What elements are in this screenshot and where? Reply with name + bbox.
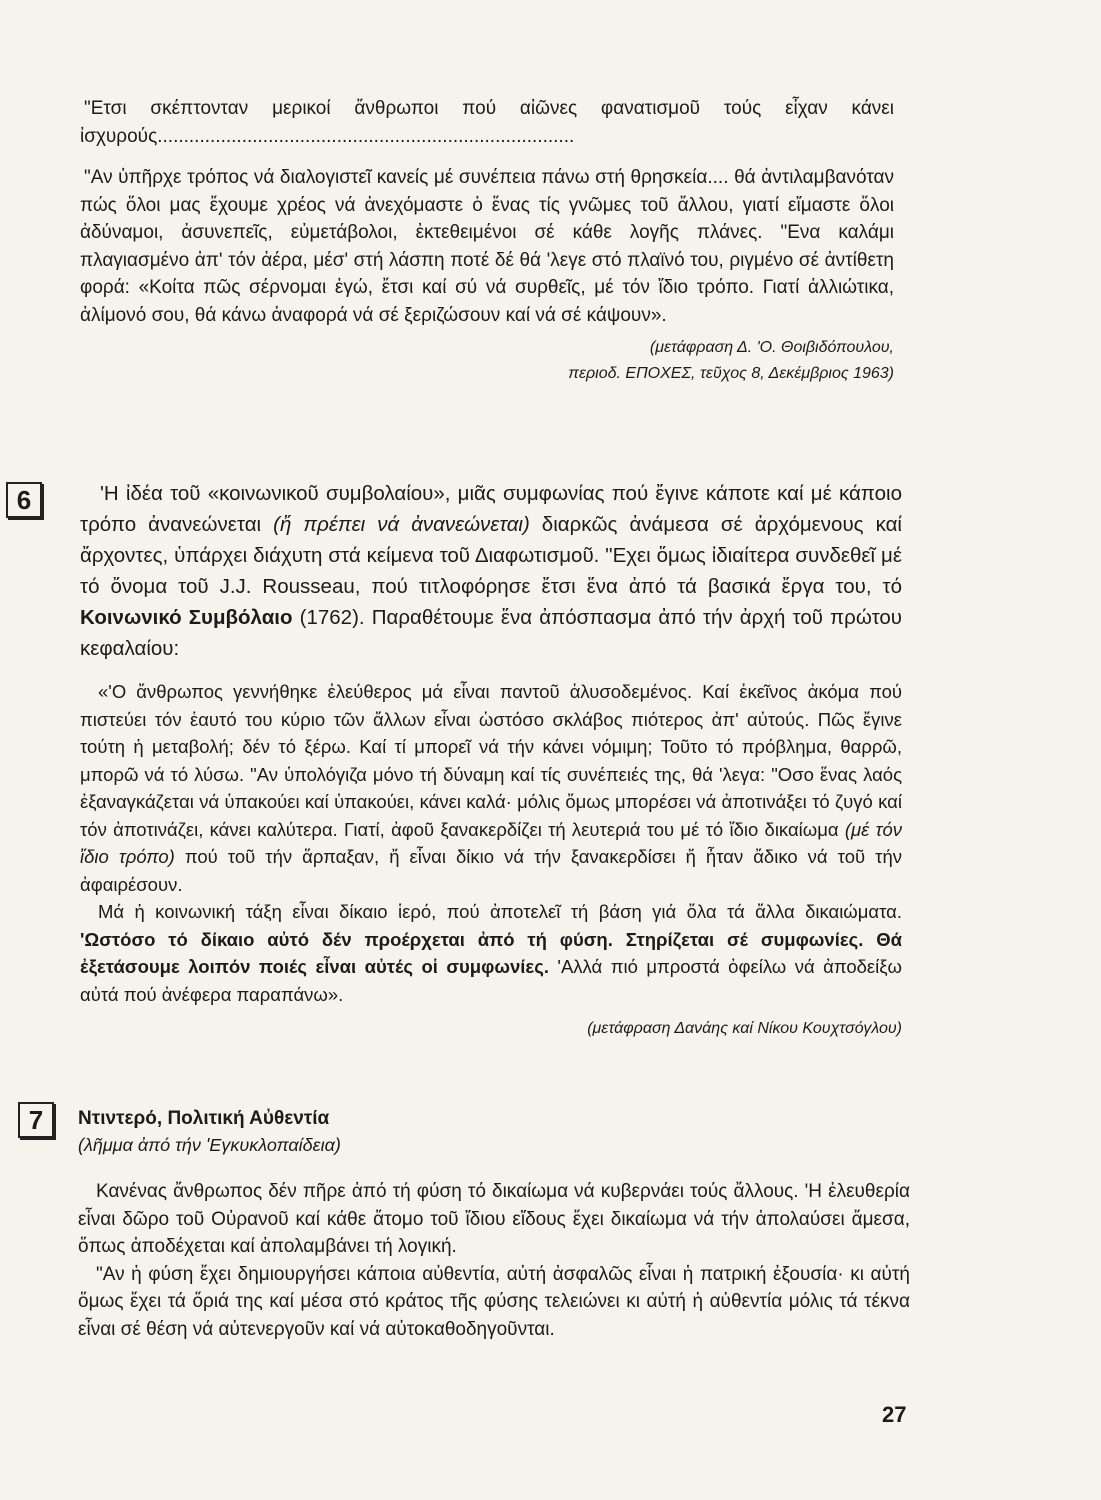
section-6-intro: [80, 478, 902, 664]
section-6-intro-text-b: διαρκῶς ἀνάμεσα σέ ἀρχόμενους καί ἄρχοντες, ὑπάρχει διάχυτη στά κείμενα τοῦ Διαφωτισμοῦ. "Εχει ὅμως ἰδιαίτερα συνδεθεῖ μέ τό ὄνομα τοῦ J.J. Rousseau, πού τιτλοφόρησε ἔτσι ἕνα ἀπό τά βασικά ἔργα του, τό: [80, 513, 902, 598]
section-6-intro-bold-title: Κοινωνικό Συμβόλαιο: [80, 606, 293, 629]
intro-section: [80, 95, 894, 387]
section-6-quote1-text-b: πού τοῦ τήν ἅρπαξαν, ἤ εἶναι δίκιο νά τήν ξανακερδίσει ἤ ἦταν ἄδικο νά τοῦ τήν ἀφαιρέσουν.: [80, 846, 902, 895]
section-6-quote2-bold: 'Ωστόσο τό δίκαιο αὐτό δέν προέρχεται ἀπό τή φύση. Στηρίζεται σέ συμφωνίες. Θά ἐξετάσουμε λοιπόν ποιές εἶναι αὐτές οἱ συμφωνίες.: [80, 928, 902, 977]
intro-source-line-2: περιοδ. ΕΠΟΧΕΣ, τεῦχος 8, Δεκέμβριος 1963): [568, 365, 894, 382]
section-6-quote-paragraph-1: [80, 678, 902, 898]
section-6-number-box: 6: [6, 482, 42, 518]
section-6: [80, 478, 902, 1042]
section-7-number-box: 7: [18, 1102, 54, 1138]
section-6-quote2-text-a: Μά ἡ κοινωνική τάξη εἶναι δίκαιο ἱερό, πού ἀποτελεῖ τή βάση γιά ὅλα τά ἄλλα δικαιώματα.: [98, 901, 902, 922]
section-6-intro-text-a: 'Η ἰδέα τοῦ «κοινωνικοῦ συμβολαίου», μιᾶς συμφωνίας πού ἔγινε κάποτε καί μέ κάποιο τρόπο ἀνανεώνεται: [80, 482, 902, 536]
intro-paragraph-2: "Αν ὑπῆρχε τρόπος νά διαλογιστεῖ κανείς μέ συνέπεια πάνω στή θρησκεία.... θά ἀντιλαμβανόταν πώς ὅλοι μας ἔχουμε χρέος νά ἀνεχόμαστε ὁ ἕνας τίς γνῶμες τοῦ ἄλλου, γιατί εἴμαστε ὅλοι ἀδύναμοι, ἀσυνεπεῖς, εὐμετάβολοι, ἐκτεθειμένοι σέ κάθε λογῆς πλάνες. "Ενα καλάμι πλαγιασμένο ἀπ' τόν ἀέρα, μέσ' στή λάσπη ποτέ δέ θά 'λεγε στό πλαϊνό του, ριγμένο σέ ἀντίθετη φορά: «Κοίτα πῶς σέρνομαι ἐγώ, ἔτσι καί σύ νά συρθεῖς, μέ τόν ἴδιο τρόπο. Γιατί ἀλλιώτικα, ἀλίμονό σου, θά κάνω ἀναφορά νά σέ ξεριζώσουν καί νά σέ κάψουν».: [80, 167, 894, 326]
section-6-intro-italic: (ἤ πρέπει νά ἀνανεώνεται): [273, 513, 530, 536]
section-7: [78, 1106, 910, 1343]
intro-source-line-1: (μετάφραση Δ. 'Ο. Θοιβιδόπουλου,: [649, 339, 894, 356]
page-number: 27: [882, 1402, 907, 1427]
section-6-quote2-text-b: 'Αλλά πιό μπροστά ὀφείλω νά ἀποδείξω αὐτά πού ἀνέφερα παραπάνω».: [80, 956, 902, 1005]
section-6-quote1-italic: (μέ τόν ἴδιο τρόπο): [80, 818, 902, 867]
section-7-title: Ντιντερό, Πολιτική Αὐθεντία: [78, 1108, 330, 1129]
section-7-paragraph-2: "Αν ἡ φύση ἔχει δημιουργήσει κάποια αὐθεντία, αὐτή ἀσφαλῶς εἶναι ἡ πατρική ἐξουσία· κι αὐτή ὅμως ἔχει τά ὅριά της καί μέσα στό κράτος τῆς φύσης τελειώνει κι αὐτή ἡ αὐθεντία μόλις τά τέκνα εἶναι σέ θέση νά αὐτενεργοῦν καί νά αὐτοκαθοδηγοῦνται.: [78, 1263, 910, 1340]
section-7-subtitle: (λῆμμα ἀπό τήν 'Εγκυκλοπαίδεια): [78, 1135, 341, 1155]
section-6-source: (μετάφραση Δανάης καί Νίκου Κουχτσόγλου): [587, 1020, 902, 1037]
section-6-quote-paragraph-2: [80, 898, 902, 1008]
intro-paragraph-1: "Ετσι σκέπτονταν μερικοί ἄνθρωποι πού αἰῶνες φανατισμοῦ τούς εἶχαν κάνει ἰσχυρούς...............................................................................: [80, 98, 894, 147]
section-6-quote1-text-a: «'Ο ἄνθρωπος γεννήθηκε ἐλεύθερος μά εἶναι παντοῦ ἁλυσοδεμένος. Καί ἐκεῖνος ἀκόμα πού πιστεύει τόν ἑαυτό του κύριο τῶν ἄλλων εἶναι ὡστόσο σκλάβος πιότερος ἀπ' αὐτούς. Πῶς ἔγινε τούτη ἡ μεταβολή; δέν τό ξέρω. Καί τί μπορεῖ νά τήν κάνει νόμιμη; Τοῦτο τό πρόβλημα, θαρρῶ, μπορῶ νά τό λύσω. "Αν ὑπολόγιζα μόνο τή δύναμη καί τίς συνέπειές της, θά 'λεγα: "Οσο ἕνας λαός ἐξαναγκάζεται νά ὑπακούει καί ὑπακούει, κάνει καλά· μόλις ὅμως μπορέσει νά ἀποτινάξει τό ζυγό καί τόν ἀποτινάζει, κάνει καλύτερα. Γιατί, ἀφοῦ ξανακερδίζει τή λευτεριά του μέ τό ἴδιο δικαίωμα: [80, 681, 902, 840]
section-7-paragraph-1: Κανένας ἄνθρωπος δέν πῆρε ἀπό τή φύση τό δικαίωμα νά κυβερνάει τούς ἄλλους. 'Η ἐλευθερία εἶναι δῶρο τοῦ Οὐρανοῦ καί κάθε ἄτομο τοῦ ἴδιου εἴδους ἔχει δικαίωμα νά τήν ἀπολαύσει ἄμεσα, ὅπως ἀποδέχεται καί ἀπολαμβάνει τή λογική.: [78, 1181, 910, 1257]
section-6-intro-text-c: (1762). Παραθέτουμε ἕνα ἀπόσπασμα ἀπό τήν ἀρχή τοῦ πρώτου κεφαλαίου:: [80, 606, 902, 660]
